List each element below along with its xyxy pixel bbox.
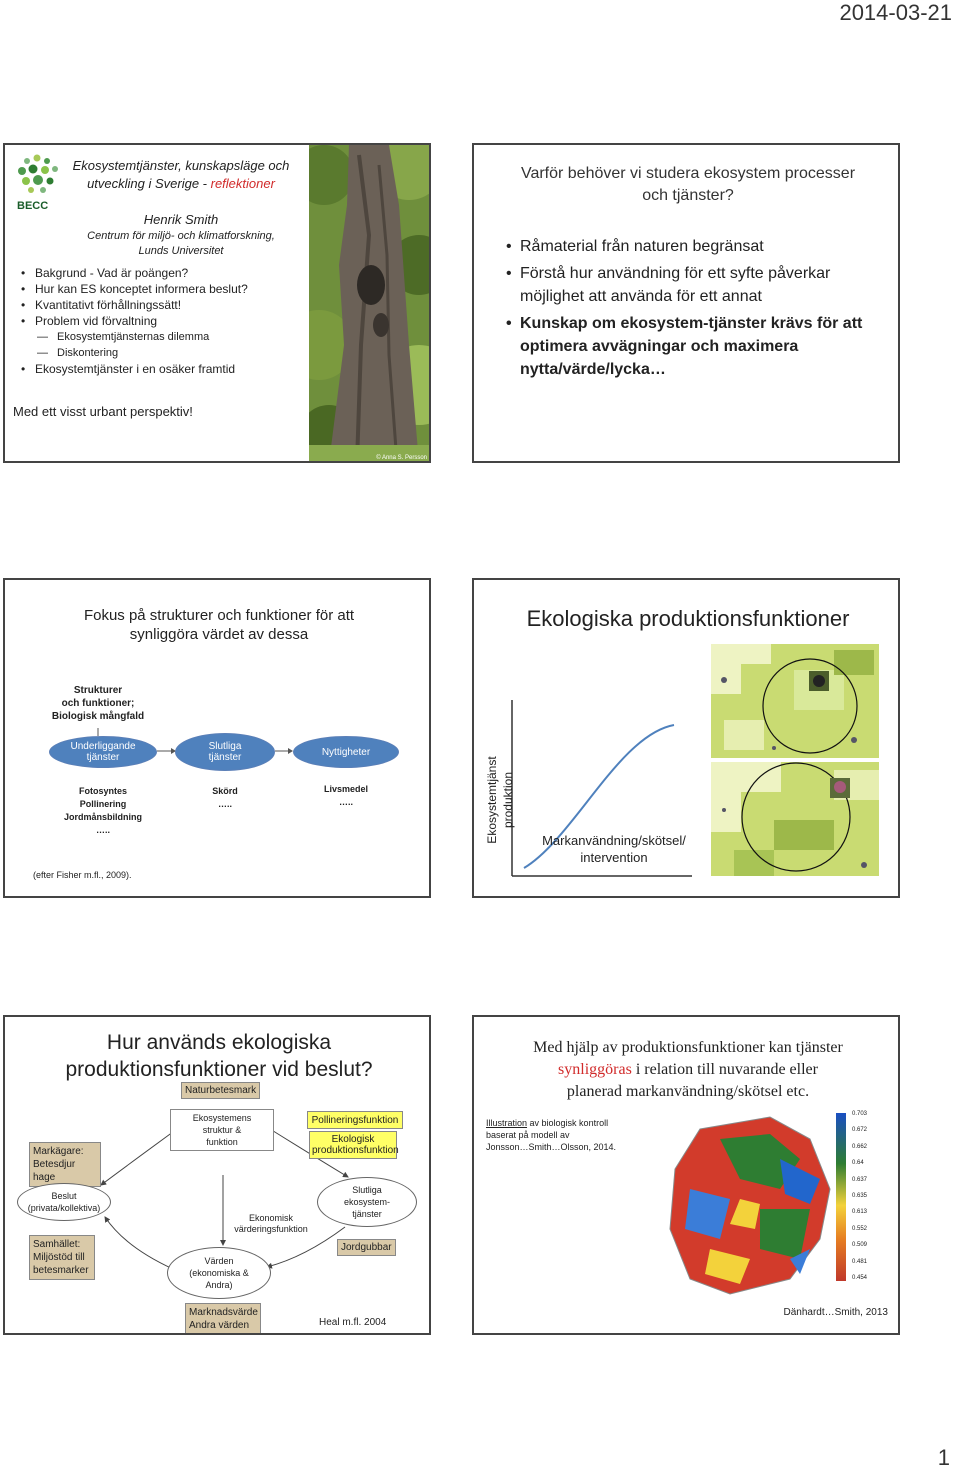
photo-credit: © Anna S. Persson	[376, 455, 427, 461]
page-date: 2014-03-21	[839, 0, 952, 25]
xlabel-line2: intervention	[580, 850, 648, 865]
legend-value: 0.613	[852, 1209, 868, 1216]
markagare-box: Markägare: Betesdjur hage	[29, 1142, 101, 1187]
slide1-affil-1: Centrum för miljö- och klimatforskning,	[87, 230, 275, 242]
slide-1	[3, 143, 431, 463]
slutliga-ellipse: Slutliga ekosystem- tjänster	[317, 1177, 417, 1227]
ecological-production-box: Ekologisk produktionsfunktion	[309, 1131, 397, 1159]
slide1-bullet-3: • Kvantitativt förhållningssätt!	[19, 297, 309, 313]
ex2-b: …..	[217, 799, 232, 809]
ex1-d: …..	[95, 825, 110, 835]
slide6-title-red: synliggöras	[558, 1061, 632, 1078]
node-benefits: Nyttigheter	[293, 736, 399, 768]
heal-citation: Heal m.fl. 2004	[319, 1317, 387, 1328]
ex3-b: …..	[338, 797, 353, 807]
legend-value: 0.703	[852, 1111, 868, 1117]
slide-2	[472, 143, 900, 463]
slide1-bullet-5: — Ekosystemtjänsternas dilemma	[19, 329, 309, 345]
slide2-bullet-2: • Förstå hur användning för ett syfte påverkar möjlighet att använda för ett annat	[504, 262, 894, 308]
legend-value: 0.672	[852, 1127, 868, 1134]
slide-4	[472, 578, 900, 898]
slide-6	[472, 1015, 900, 1335]
becc-logo-text: BECC	[17, 200, 49, 212]
slide1-author: Henrik Smith	[143, 212, 219, 227]
slide-3	[3, 578, 431, 898]
slide4-title: Ekologiska produktionsfunktioner	[526, 606, 850, 631]
legend-value: 0.552	[852, 1225, 868, 1232]
naturbetesmark-label: Naturbetesmark	[181, 1082, 260, 1099]
node-final: Slutliga tjänster	[175, 733, 275, 771]
slide1-bullet-list	[19, 265, 309, 377]
slide1-bullet-1: • Bakgrund - Vad är poängen?	[19, 265, 309, 281]
slide1-bullet-6: — Diskontering	[19, 345, 309, 361]
slide6-title-line3: planerad markanvändning/skötsel etc.	[566, 1083, 810, 1100]
samhallet-box: Samhället: Miljöstöd till betesmarker	[29, 1235, 95, 1280]
marknadsvarde-box: Marknadsvärde Andra värden	[185, 1303, 261, 1335]
ex1-a: Fotosyntes	[78, 786, 127, 796]
slide6-title-line2: i relation till nuvarande eller	[631, 1061, 818, 1078]
varden-ellipse: Värden (ekonomiska & Andra)	[167, 1247, 271, 1299]
legend-value: 0.64	[852, 1160, 864, 1167]
slide6-title-line1: Med hjälp av produktionsfunktioner kan tjänster	[533, 1039, 843, 1056]
struct-line3: Biologisk mångfald	[51, 711, 145, 722]
slide2-title-line2: och tjänster?	[642, 187, 734, 204]
slide-5	[3, 1015, 431, 1335]
map-legend	[836, 1113, 850, 1281]
ill-line3: Jonsson…Smith…Olsson, 2014.	[486, 1142, 617, 1152]
map-legend-labels	[852, 1111, 882, 1283]
slide1-affil-2: Lunds Universitet	[138, 245, 224, 257]
slide2-bullet-list	[504, 235, 894, 381]
struct-line2: och funktioner;	[61, 698, 135, 709]
slide1-bullet-4: • Problem vid förvaltning	[19, 313, 309, 329]
ill-rest: av biologisk kontroll	[527, 1118, 609, 1128]
legend-value: 0.454	[852, 1275, 868, 1281]
legend-value: 0.635	[852, 1193, 868, 1199]
ylabel-line2: produktion	[501, 771, 515, 829]
legend-value: 0.481	[852, 1258, 868, 1265]
ex2-a: Skörd	[212, 786, 238, 796]
slide1-title-line2: utveckling i Sverige -	[87, 176, 211, 191]
slide3-citation: (efter Fisher m.fl., 2009).	[33, 870, 132, 880]
ylabel-line1: Ekosystemtjänst	[485, 756, 499, 844]
page-number: 1	[937, 1445, 950, 1470]
legend-value: 0.662	[852, 1143, 868, 1150]
legend-value: 0.509	[852, 1242, 868, 1249]
struct-line1: Strukturer	[73, 685, 123, 696]
legend-value: 0.637	[852, 1176, 868, 1183]
slide1-footer: Med ett visst urbant perspektiv!	[13, 404, 193, 419]
xlabel-line1: Markanvändning/skötsel/	[542, 833, 686, 848]
slide2-bullet-1: • Råmaterial från naturen begränsat	[504, 235, 894, 258]
eko-struktur-box: Ekosystemens struktur & funktion	[170, 1109, 274, 1151]
ex1-b: Pollinering	[79, 799, 127, 809]
slide2-title-line1: Varför behöver vi studera ekosystem processer	[520, 165, 856, 182]
slide2-bullet-3: • Kunskap om ekosystem-tjänster krävs för att optimera avvägningar och maximera nytta/värde/lycka…	[504, 312, 894, 381]
slide1-title-line1: Ekosystemtjänster, kunskapsläge och	[72, 158, 290, 173]
ekonomisk-label: Ekonomisk värderingsfunktion	[234, 1213, 308, 1234]
ex1-c: Jordmånsbildning	[63, 812, 142, 822]
jordgubbar-label: Jordgubbar	[337, 1239, 396, 1256]
slide1-bullet-7: • Ekosystemtjänster i en osäker framtid	[19, 361, 309, 377]
tree-photo	[309, 145, 431, 463]
slide1-bullet-2: • Hur kan ES konceptet informera beslut?	[19, 281, 309, 297]
node-underlying: Underliggande tjänster	[49, 736, 157, 768]
illustration-link: Illustration	[486, 1118, 528, 1128]
pollination-function-box: Pollineringsfunktion	[307, 1111, 403, 1129]
slide5-title-line2: produktionsfunktioner vid beslut?	[65, 1058, 373, 1081]
slide3-title-line1: Fokus på strukturer och funktioner för att	[83, 607, 355, 624]
ill-line2: baserat på modell av	[486, 1130, 570, 1140]
slide3-title-line2: synliggöra värdet av dessa	[129, 626, 309, 643]
ex3-a: Livsmedel	[323, 784, 369, 794]
slide5-title-line1: Hur används ekologiska	[106, 1031, 332, 1054]
scania-map	[660, 1109, 840, 1299]
slide6-credit: Dänhardt…Smith, 2013	[783, 1307, 888, 1318]
becc-logo	[13, 153, 63, 213]
slide1-title-red: reflektioner	[210, 176, 275, 191]
beslut-ellipse: Beslut (privata/kollektiva)	[17, 1183, 111, 1221]
